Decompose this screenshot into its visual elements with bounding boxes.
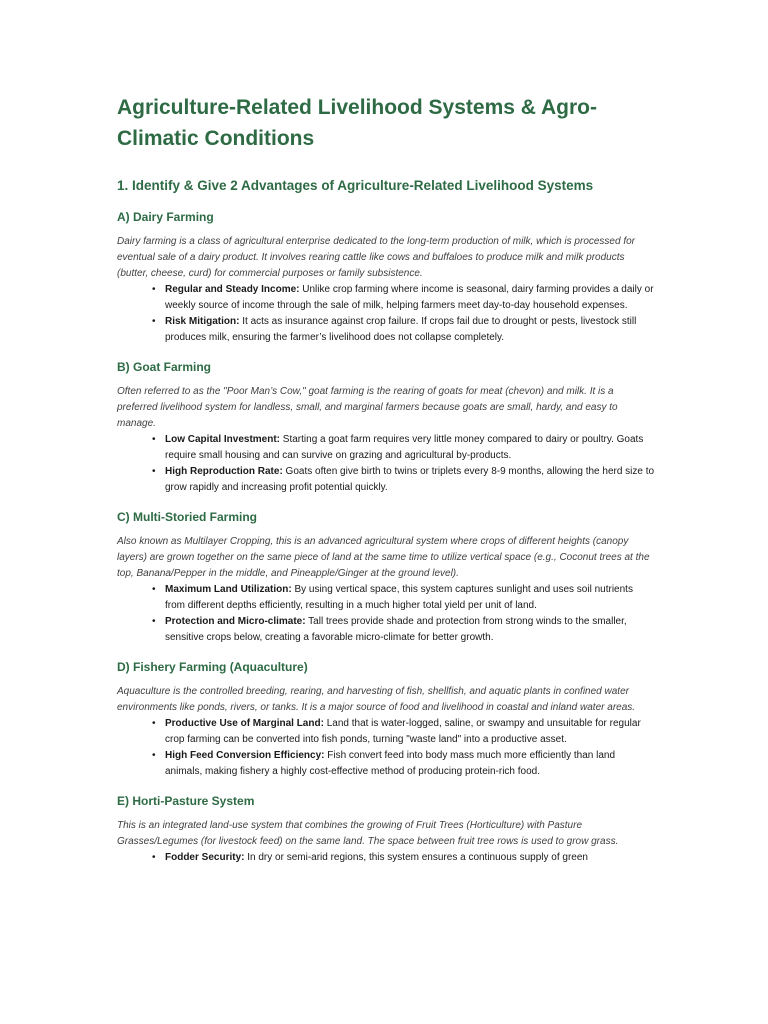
bullet-icon: •: [152, 584, 156, 595]
section-heading: 1. Identify & Give 2 Advantages of Agriculture-Related Livelihood Systems: [117, 178, 594, 193]
advantages-list: [117, 432, 655, 496]
advantage-item: [152, 432, 655, 464]
subsection-horti-pasture-system: [117, 792, 768, 866]
advantage-text: Tall trees provide shade and protection from strong winds to the smaller, sensitive crops below, creating a favorable micro-climate for better growth.: [165, 616, 627, 643]
advantage-lead: Low Capital Investment:: [165, 434, 281, 445]
subsection-multi-storied-farming: [117, 508, 768, 646]
advantage-lead: High Reproduction Rate:: [165, 466, 283, 477]
advantages-list: [117, 582, 655, 646]
bullet-icon: •: [152, 750, 156, 761]
bullet-icon: •: [152, 852, 156, 863]
advantage-item: [152, 716, 655, 748]
advantage-item: [152, 850, 655, 866]
subsection-heading: B) Goat Farming: [117, 360, 212, 374]
bullet-icon: •: [152, 284, 156, 295]
advantage-text: Land that is water-logged, saline, or swampy and unsuitable for regular crop farming can be converted into fish ponds, turning "waste land" into a productive asset.: [165, 718, 641, 745]
advantage-text: By using vertical space, this system captures sunlight and uses soil nutrients from different depths efficiently, resulting in a much higher total yield per unit of land.: [165, 584, 633, 611]
document-title: Agriculture-Related Livelihood Systems & Agro-Climatic Conditions: [117, 96, 597, 150]
advantages-list: [117, 716, 655, 780]
advantage-text: Fish convert feed into body mass much more efficiently than land animals, making fishery a highly cost-effective method of producing protein-rich food.: [165, 750, 616, 777]
subsection-heading: E) Horti-Pasture System: [117, 794, 255, 808]
subsection-intro: Dairy farming is a class of agricultural enterprise dedicated to the long-term production of milk, which is processed for eventual sale of a dairy product. It involves rearing cattle like cows and buffaloes to produce milk and milk products (butter, cheese, curd) for commercial purposes or family subsistence.: [117, 236, 636, 279]
advantage-text: Starting a goat farm requires very little money compared to dairy or poultry. Goats require small housing and can survive on grazing and agricultural by-products.: [165, 434, 644, 461]
bullet-icon: •: [152, 316, 156, 327]
subsection-intro: Often referred to as the "Poor Man’s Cow," goat farming is the rearing of goats for meat (chevon) and milk. It is a preferred livelihood system for landless, small, and marginal farmers because goats are small, hardy, and easy to manage.: [117, 386, 618, 429]
subsection-heading: C) Multi-Storied Farming: [117, 510, 257, 524]
bullet-icon: •: [152, 434, 156, 445]
subsection-heading: D) Fishery Farming (Aquaculture): [117, 660, 308, 674]
advantage-text: In dry or semi-arid regions, this system ensures a continuous supply of green: [244, 852, 588, 863]
advantage-lead: Maximum Land Utilization:: [165, 584, 292, 595]
subsection-dairy-farming: [117, 208, 768, 346]
advantages-list: [117, 850, 655, 866]
advantage-lead: High Feed Conversion Efficiency:: [165, 750, 325, 761]
bullet-icon: •: [152, 718, 156, 729]
advantage-item: [152, 748, 655, 780]
advantage-text: Goats often give birth to twins or triplets every 8-9 months, allowing the herd size to grow rapidly and increasing profit potential quickly.: [165, 466, 655, 493]
advantage-lead: Productive Use of Marginal Land:: [165, 718, 324, 729]
subsection-intro: This is an integrated land-use system that combines the growing of Fruit Trees (Horticulture) with Pasture Grasses/Legumes (for livestock feed) on the same land. The space between fruit tree rows is used to grow grass.: [117, 820, 619, 847]
advantages-list: [117, 282, 655, 346]
advantage-item: [152, 614, 655, 646]
subsection-heading: A) Dairy Farming: [117, 210, 214, 224]
advantage-lead: Risk Mitigation:: [165, 316, 240, 327]
advantage-item: [152, 282, 655, 314]
advantage-lead: Fodder Security:: [165, 852, 245, 863]
advantage-lead: Protection and Micro-climate:: [165, 616, 306, 627]
advantage-text: It acts as insurance against crop failure. If crops fail due to drought or pests, livestock still produces milk, ensuring the farmer’s livelihood does not collapse completely.: [165, 316, 637, 343]
advantage-item: [152, 464, 655, 496]
bullet-icon: •: [152, 616, 156, 627]
subsection-fishery-farming: [117, 658, 768, 780]
bullet-icon: •: [152, 466, 156, 477]
advantage-item: [152, 314, 655, 346]
subsection-intro: Aquaculture is the controlled breeding, rearing, and harvesting of fish, shellfish, and aquatic plants in confined water environments like ponds, rivers, or tanks. It is a major source of food and livelihood in coastal and inland water areas.: [117, 686, 636, 713]
advantage-item: [152, 582, 655, 614]
advantage-text: Unlike crop farming where income is seasonal, dairy farming provides a daily or weekly source of income through the sale of milk, helping farmers meet day-to-day household expenses.: [165, 284, 654, 311]
subsection-intro: Also known as Multilayer Cropping, this is an advanced agricultural system where crops of different heights (canopy layers) are grown together on the same piece of land at the same time to utilize vertical space (e.g., Coconut trees at the top, Banana/Pepper in the middle, and Pineapple/Ginger at the ground level).: [117, 536, 650, 579]
advantage-lead: Regular and Steady Income:: [165, 284, 300, 295]
subsection-goat-farming: [117, 358, 768, 496]
